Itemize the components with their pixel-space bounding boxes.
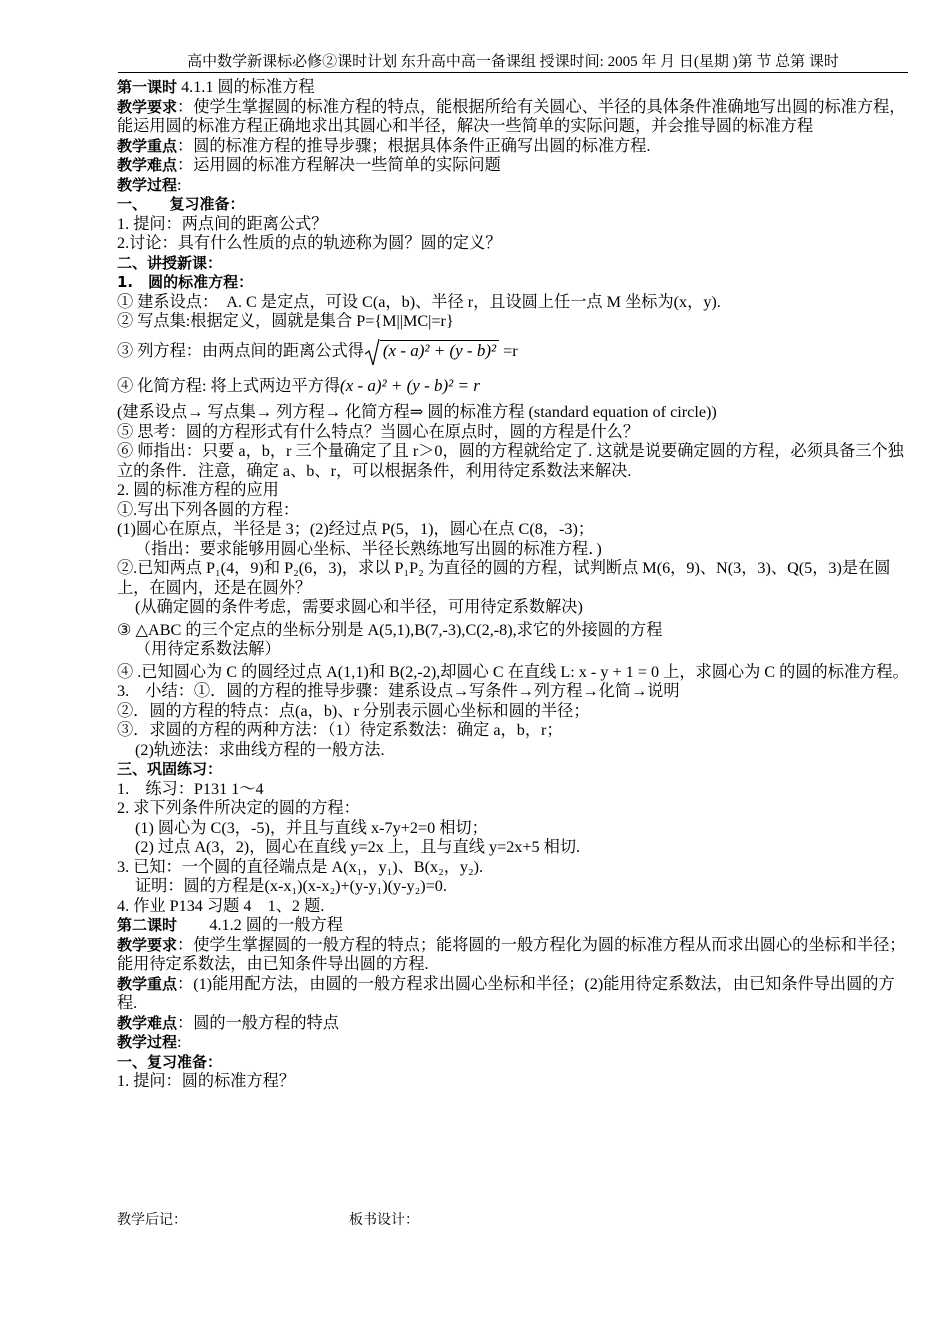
practice-4: 4. 作业 P134 习题 4 1、2 题. [117, 896, 325, 915]
lesson1-title-label: 第一课时 [117, 78, 178, 96]
lesson2-difficulty [117, 1014, 910, 1034]
key-label: 教学重点 [117, 136, 178, 155]
practice-1: 1. 练习：P131 1～4 [117, 779, 264, 798]
step-3-text: ③ 列方程：由两点间的距离公式得 [117, 341, 364, 360]
practice-2-1: (1) 圆心为 C(3，-5)，并且与直线 x-7y+2=0 相切； [135, 818, 488, 837]
lesson1-key-points [117, 137, 910, 157]
lesson1-process [117, 176, 910, 196]
subsection-standard-equation: 1. 圆的标准方程： [117, 273, 254, 291]
radical-sign-icon [364, 337, 380, 367]
lesson2-title-label: 第二课时 [117, 916, 178, 935]
step-3-result: =r [503, 341, 518, 360]
summary-1: 3. 小结：①．圆的方程的推导步骤：建系设点→写条件→列方程→化简→说明 [117, 682, 680, 701]
practice-2: 2. 求下列条件所决定的圆的方程： [117, 799, 360, 818]
lesson2-review-q1: 1. 提问：圆的标准方程？ [117, 1072, 296, 1091]
step-1: ① 建系设点： A. C 是定点，可设 C(a，b)、半径 r，且设圆上任一点 M 坐标为(x，y). [117, 292, 721, 311]
example-3: ③ △ABC 的三个定点的坐标分别是 A(5,1),B(7,-3),C(2,-8),求它的外接圆的方程 [117, 620, 663, 639]
page-footer [117, 1209, 717, 1229]
lesson2-key-points [117, 975, 910, 1014]
section-practice: 三、巩固练习： [117, 760, 223, 779]
step-summary: (建系设点→ 写点集→ 列方程→ 化简方程⇒ 圆的标准方程 (standard equation of circle)) [117, 403, 717, 422]
teaching-notes-label: 教学后记： [117, 1213, 187, 1228]
req-label: 教学要求 [117, 97, 178, 116]
lesson2-req-label: 教学要求 [117, 935, 178, 954]
sqrt-content: (x - a)² + (y - b)² [380, 340, 499, 360]
example-4: ④ .已知圆心为 C 的圆经过点 A(1,1)和 B(2,-2),却圆心 C 在直线 L: x - y + 1 = 0 上，求圆心为 C 的圆的标准方程。 [117, 662, 909, 681]
step-4-formula: (x - a)² + (y - b)² = r [340, 376, 480, 396]
step-4-text: ④ 化简方程: 将上式两边平方得 [117, 377, 341, 396]
step-3 [117, 336, 910, 368]
proc-colon: : [177, 175, 182, 194]
proc-label: 教学过程 [117, 175, 178, 194]
sqrt-formula [364, 336, 499, 367]
diff-label: 教学难点 [117, 156, 178, 174]
lesson2-key-label: 教学重点 [117, 974, 178, 993]
summary-2: ②．圆的方程的特点：点(a，b)、r 分别表示圆心坐标和圆的半径； [117, 701, 590, 720]
example-2: ②.已知两点 P₁(4，9)和 P₂(6，3)，求以 P₁P₂ 为直径的圆的方程，试判断点 M(6，9)、N(3，3)、Q(5，3)是在圆上，在圆内，还是在圆外？ [117, 559, 891, 597]
summary-3: ③．求圆的方程的两种方法：（1）待定系数法：确定 a，b，r； [117, 721, 563, 740]
page-header: 高中数学新课标必修②课时计划 东升高中高一备课组 授课时间: 2005 年 月 日(星期 )第 节 总第 课时 [118, 50, 908, 73]
section-review: 一、 复习准备： [117, 195, 245, 213]
lesson2-req-text: ：使学生掌握圆的一般方程的特点；能将圆的一般方程化为圆的标准方程从而求出圆心的坐标和半径；能用待定系数法，由已知条件导出圆的方程. [117, 935, 906, 974]
key-text: ：圆的标准方程的推导步骤；根据具体条件正确写出圆的标准方程. [177, 136, 651, 155]
lesson1-requirements [117, 98, 910, 137]
review-q1: 1. 提问：两点间的距离公式？ [117, 214, 328, 233]
lesson2-key-text: ：(1)能用配方法，由圆的一般方程求出圆心坐标和半径；(2)能用待定系数法，由已知条件导出圆的方程. [117, 974, 895, 1013]
diff-text: ：运用圆的标准方程解决一些简单的实际问题 [177, 156, 501, 174]
lesson2-section-review: 一、复习准备： [117, 1052, 223, 1071]
lesson2-diff-label: 教学难点 [117, 1013, 178, 1032]
practice-2-2: (2) 过点 A(3，2)，圆心在直线 y=2x 上，且与直线 y=2x+5 相切. [135, 838, 581, 857]
lesson2-title-text: 4.1.2 圆的一般方程 [177, 916, 343, 935]
step-5: ⑤ 思考：圆的方程形式有什么特点？当圆心在原点时，圆的方程是什么？ [117, 422, 640, 441]
review-q2: 2.讨论：具有什么性质的点的轨迹称为圆？圆的定义？ [117, 234, 502, 252]
lesson1-title [117, 78, 910, 98]
board-design-label: 板书设计： [349, 1213, 419, 1228]
example-1-parts: (1)圆心在原点，半径是 3；(2)经过点 P(5，1)，圆心在点 C(8，-3)； [117, 520, 595, 539]
lesson2-requirements [117, 936, 910, 975]
step-2: ② 写点集:根据定义，圆就是集合 P={M||MC|=r} [117, 312, 454, 330]
summary-4: (2)轨迹法：求曲线方程的一般方法. [135, 740, 385, 759]
lesson2-title [117, 916, 910, 936]
example-1-note: （指出：要求能够用圆心坐标、半径长熟练地写出圆的标准方程．) [135, 539, 602, 558]
document-body [117, 78, 910, 1092]
section-new-lesson: 二、讲授新课： [117, 253, 223, 272]
lesson2-proc-label: 教学过程 [117, 1033, 178, 1052]
subsection-application: 2. 圆的标准方程的应用 [117, 481, 279, 500]
lesson1-difficulty [117, 156, 910, 176]
lesson2-process [117, 1033, 910, 1053]
lesson2-proc-colon: : [177, 1033, 182, 1052]
example-1: ①.写出下列各圆的方程： [117, 500, 300, 519]
practice-3: 3. 已知：一个圆的直径端点是 A(x₁，y₁)、B(x₂，y₂). [117, 857, 484, 876]
lesson1-title-text: 4.1.1 圆的标准方程 [181, 78, 315, 96]
step-6: ⑥ 师指出：只要 a，b，r 三个量确定了且 r＞0，圆的方程就给定了. 这就是说要确定圆的方程，必须具备三个独立的条件．注意，确定 a、b、r，可以根据条件，利用待定系数法来解决. [117, 442, 904, 480]
example-2-note: (从确定圆的条件考虑，需要求圆心和半径，可用待定系数解决) [135, 598, 583, 617]
lesson2-diff-text: ：圆的一般方程的特点 [177, 1013, 339, 1032]
req-text: ：使学生掌握圆的标准方程的特点，能根据所给有关圆心、半径的具体条件准确地写出圆的标准方程，能运用圆的标准方程正确地求出其圆心和半径，解决一些简单的实际问题，并会推导圆的标准方程 [117, 97, 906, 135]
example-3-note: （用待定系数法解） [135, 640, 281, 659]
step-4 [117, 371, 910, 401]
practice-3-proof: 证明：圆的方程是(x-x₁)(x-x₂)+(y-y₁)(y-y₂)=0. [135, 877, 447, 896]
